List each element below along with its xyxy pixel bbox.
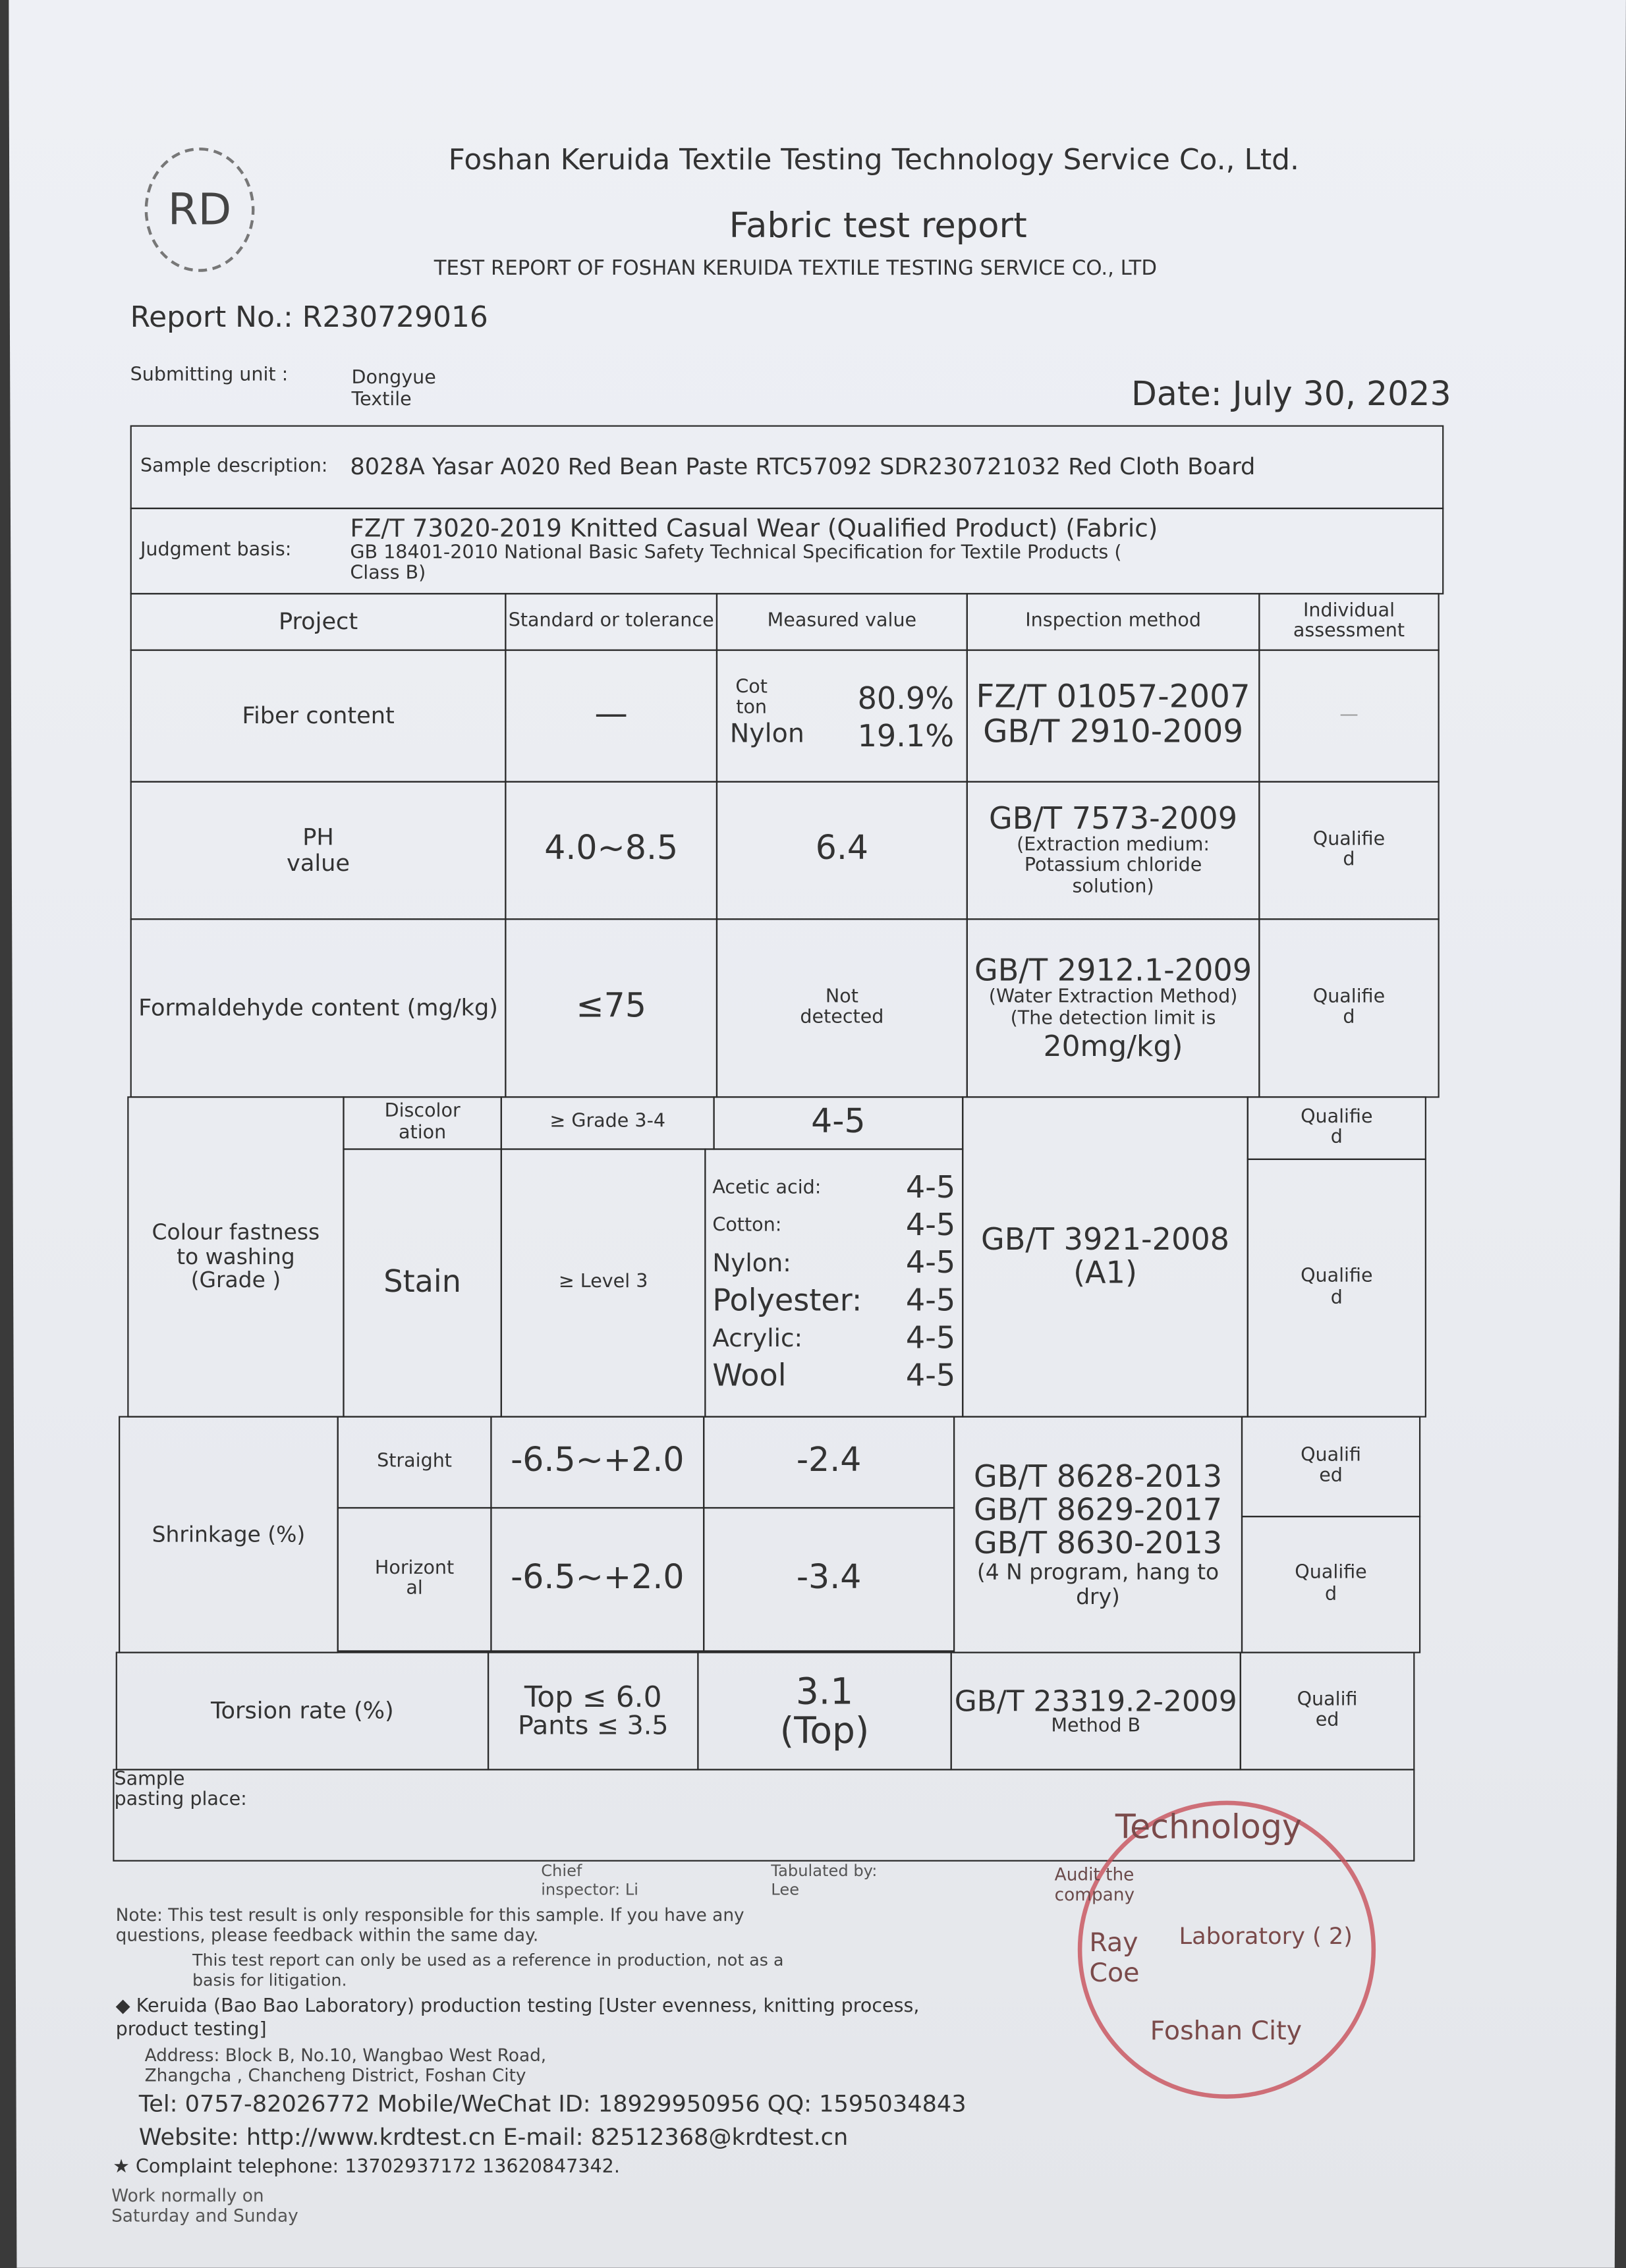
header-assessment: Individual assessment <box>1258 593 1439 651</box>
fiber-project: Fiber content <box>130 650 507 783</box>
straight-standard: -6.5~+2.0 <box>490 1416 704 1509</box>
website: Website: http://www.krdtest.cn E-mail: 82512368@krdtest.cn <box>138 2123 849 2151</box>
fiber-method <box>967 650 1260 783</box>
stain-item-label: Cotton: <box>712 1215 782 1236</box>
straight-assessment-text: Qualified <box>1301 1444 1361 1487</box>
chief-inspector: Chief inspector: Li <box>541 1861 639 1899</box>
ph-method-note: (Extraction medium: Potassium chloride solution) <box>1017 835 1210 898</box>
discoloration-standard: ≥ Grade 3-4 <box>501 1096 715 1149</box>
colour-project-text: Colour fastness to washing (Grade ) <box>152 1219 320 1294</box>
stain-standard: ≥ Level 3 <box>501 1148 706 1417</box>
stain-item <box>712 1283 955 1321</box>
colour-method-2: (A1) <box>1073 1255 1137 1290</box>
horizontal-assessment-text: Qualified <box>1295 1562 1367 1605</box>
formaldehyde-measured <box>716 918 968 1097</box>
fiber-measured <box>716 650 968 783</box>
stain-measured <box>704 1148 963 1417</box>
tel: Tel: 0757-82026772 Mobile/WeChat ID: 18929950956 QQ: 1595034843 <box>138 2089 967 2118</box>
discoloration-measured: 4-5 <box>713 1096 963 1149</box>
report-title: Fabric test report <box>729 205 1027 246</box>
stain-item-value: 4-5 <box>905 1358 956 1394</box>
header-measured: Measured value <box>716 593 968 651</box>
sample-description-row <box>130 426 1444 509</box>
formaldehyde-method-note-2: (The detection limit is <box>1010 1007 1216 1030</box>
stain-item-label: Wool <box>712 1358 787 1394</box>
straight-measured: -2.4 <box>703 1416 955 1509</box>
header-standard: Standard or tolerance <box>505 593 717 651</box>
stain-assessment <box>1247 1159 1426 1418</box>
torsion-method-note: Method B <box>1051 1715 1141 1737</box>
stain-item <box>712 1207 955 1245</box>
header-project: Project <box>130 593 507 651</box>
straight-assessment <box>1241 1416 1420 1518</box>
sample-label: Sample description: <box>140 455 328 478</box>
torsion-assessment <box>1240 1651 1415 1770</box>
stain-item-value: 4-5 <box>905 1208 956 1244</box>
logo-text: RD <box>167 184 232 235</box>
shrinkage-method-2: GB/T 8629-2017 <box>973 1492 1223 1528</box>
complaint-telephone: ★ Complaint telephone: 13702937172 13620847342. <box>113 2156 620 2178</box>
stamp-right-text: Laboratory ( 2) <box>1179 1922 1353 1950</box>
torsion-method-standard: GB/T 23319.2-2009 <box>954 1683 1237 1719</box>
torsion-measured-2: (Top) <box>779 1709 870 1752</box>
formaldehyde-method-standard: GB/T 2912.1-2009 <box>974 953 1252 989</box>
cotton-label: Cot ton <box>735 677 768 720</box>
rd-logo <box>145 148 255 272</box>
header-method: Inspection method <box>967 593 1260 651</box>
formaldehyde-assessment-text: Qualified <box>1312 985 1386 1029</box>
torsion-standard-2: Pants ≤ 3.5 <box>517 1711 669 1742</box>
judgment-value-2: GB 18401-2010 National Basic Safety Technical Specification for Textile Products ( Class B) <box>350 542 1122 585</box>
stain-item-value: 4-5 <box>905 1283 956 1319</box>
stain-label: Stain <box>343 1148 502 1417</box>
tabulated-by: Tabulated by: Lee <box>771 1861 878 1899</box>
report-number: Report No.: R230729016 <box>130 299 488 335</box>
judgment-value-1: FZ/T 73020-2019 Knitted Casual Wear (Qualified Product) (Fabric) <box>350 515 1158 545</box>
horizontal-assessment <box>1241 1516 1420 1653</box>
discoloration-assessment-text: Qualified <box>1301 1106 1373 1149</box>
formaldehyde-standard: ≤75 <box>505 918 717 1097</box>
stain-item-label: Acetic acid: <box>712 1176 822 1199</box>
shrinkage-method <box>953 1416 1243 1653</box>
ph-method-standard: GB/T 7573-2009 <box>989 801 1238 837</box>
horizontal-label <box>337 1507 492 1652</box>
submitting-unit-label: Submitting unit : <box>130 364 289 387</box>
ph-method <box>967 781 1260 920</box>
work-hours: Work normally on Saturday and Sunday <box>111 2185 298 2227</box>
fiber-assessment: — <box>1258 650 1439 783</box>
stain-item <box>712 1358 955 1396</box>
straight-label-text: Straight <box>377 1450 453 1472</box>
horizontal-measured: -3.4 <box>703 1507 955 1652</box>
ph-project <box>130 781 507 920</box>
stain-item-label: Polyester: <box>712 1283 862 1319</box>
report-subtitle: TEST REPORT OF FOSHAN KERUIDA TEXTILE TESTING SERVICE CO., LTD <box>434 257 1158 281</box>
stain-assessment-text: Qualified <box>1301 1265 1373 1309</box>
torsion-assessment-text: Qualified <box>1297 1688 1358 1732</box>
note-1: Note: This test result is only responsible for this sample. If you have any questions, please feedback within the same day. <box>115 1904 744 1947</box>
stain-item <box>712 1245 955 1283</box>
ph-assessment-text: Qualified <box>1312 828 1386 871</box>
fiber-method-1: FZ/T 01057-2007 <box>976 679 1250 716</box>
audit-company: Audit the company <box>1054 1864 1135 1905</box>
fiber-method-2: GB/T 2910-2009 <box>983 714 1244 751</box>
ph-label: PH value <box>287 823 350 877</box>
judgment-label: Judgment basis: <box>140 539 292 561</box>
torsion-measured <box>697 1651 951 1770</box>
colour-method-1: GB/T 3921-2008 <box>980 1222 1230 1257</box>
submitting-unit-value: Dongyue Textile <box>351 367 436 411</box>
discoloration-label <box>343 1096 502 1149</box>
shrinkage-method-3: GB/T 8630-2013 <box>973 1526 1223 1561</box>
ph-measured: 6.4 <box>716 781 968 920</box>
stain-item-label: Nylon: <box>712 1249 791 1279</box>
shrinkage-project: Shrinkage (%) <box>119 1416 339 1653</box>
torsion-standard <box>488 1651 699 1770</box>
auditor-name: Ray Coe <box>1089 1927 1140 1989</box>
report-date: Date: July 30, 2023 <box>1131 375 1451 414</box>
torsion-method <box>951 1651 1241 1770</box>
stain-item-value: 4-5 <box>905 1171 956 1206</box>
company-name: Foshan Keruida Textile Testing Technology Service Co., Ltd. <box>448 142 1300 177</box>
judgment-values <box>350 517 1160 586</box>
shrinkage-method-note: (4 N program, hang to dry) <box>976 1559 1220 1610</box>
formaldehyde-method-note-3: 20mg/kg) <box>1043 1028 1183 1063</box>
sample-pasting-label: Sample pasting place: <box>114 1769 247 1812</box>
horizontal-label-text: Horizontal <box>374 1557 455 1600</box>
note-2: This test report can only be used as a reference in production, not as a basis for litigation. <box>192 1949 784 1990</box>
stain-item-value: 4-5 <box>905 1246 956 1281</box>
stamp-left-text: Foshan City <box>1150 2016 1303 2047</box>
discoloration-label-text: Discoloration <box>384 1101 461 1144</box>
straight-label <box>337 1416 492 1509</box>
stain-item-label: Acrylic: <box>712 1324 803 1354</box>
shrinkage-method-1: GB/T 8628-2013 <box>973 1459 1223 1494</box>
keruida-production-testing: ◆ Keruida (Bao Bao Laboratory) production testing [Uster evenness, knitting process, product testing] <box>115 1996 920 2041</box>
formaldehyde-measured-text: Not detected <box>800 985 884 1029</box>
torsion-project: Torsion rate (%) <box>116 1651 489 1770</box>
colour-project <box>127 1096 344 1417</box>
formaldehyde-project: Formaldehyde content (mg/kg) <box>130 918 507 1097</box>
fiber-standard: — <box>505 650 717 783</box>
nylon-value: 19.1% <box>857 718 955 754</box>
formaldehyde-method <box>967 918 1260 1097</box>
ph-standard: 4.0~8.5 <box>505 781 717 920</box>
stamp-top-text: Technology <box>1115 1809 1302 1847</box>
sample-value: 8028A Yasar A020 Red Bean Paste RTC57092 SDR230721032 Red Cloth Board <box>350 453 1256 481</box>
judgment-basis-row <box>130 508 1444 595</box>
horizontal-standard: -6.5~+2.0 <box>490 1507 704 1652</box>
ph-assessment <box>1258 781 1439 920</box>
formaldehyde-assessment <box>1258 918 1439 1097</box>
cotton-value: 80.9% <box>857 680 955 716</box>
torsion-measured-1: 3.1 <box>795 1669 854 1712</box>
discoloration-assessment <box>1247 1096 1426 1160</box>
stain-item-value: 4-5 <box>905 1321 956 1356</box>
stain-item <box>712 1321 955 1358</box>
torsion-standard-1: Top ≤ 6.0 <box>524 1679 662 1715</box>
colour-method <box>962 1096 1248 1417</box>
nylon-label: Nylon <box>729 718 804 749</box>
address: Address: Block B, No.10, Wangbao West Road, Zhangcha , Chancheng District, Foshan City <box>144 2045 547 2087</box>
stain-item <box>712 1170 955 1207</box>
formaldehyde-method-note-1: (Water Extraction Method) <box>988 987 1238 1009</box>
